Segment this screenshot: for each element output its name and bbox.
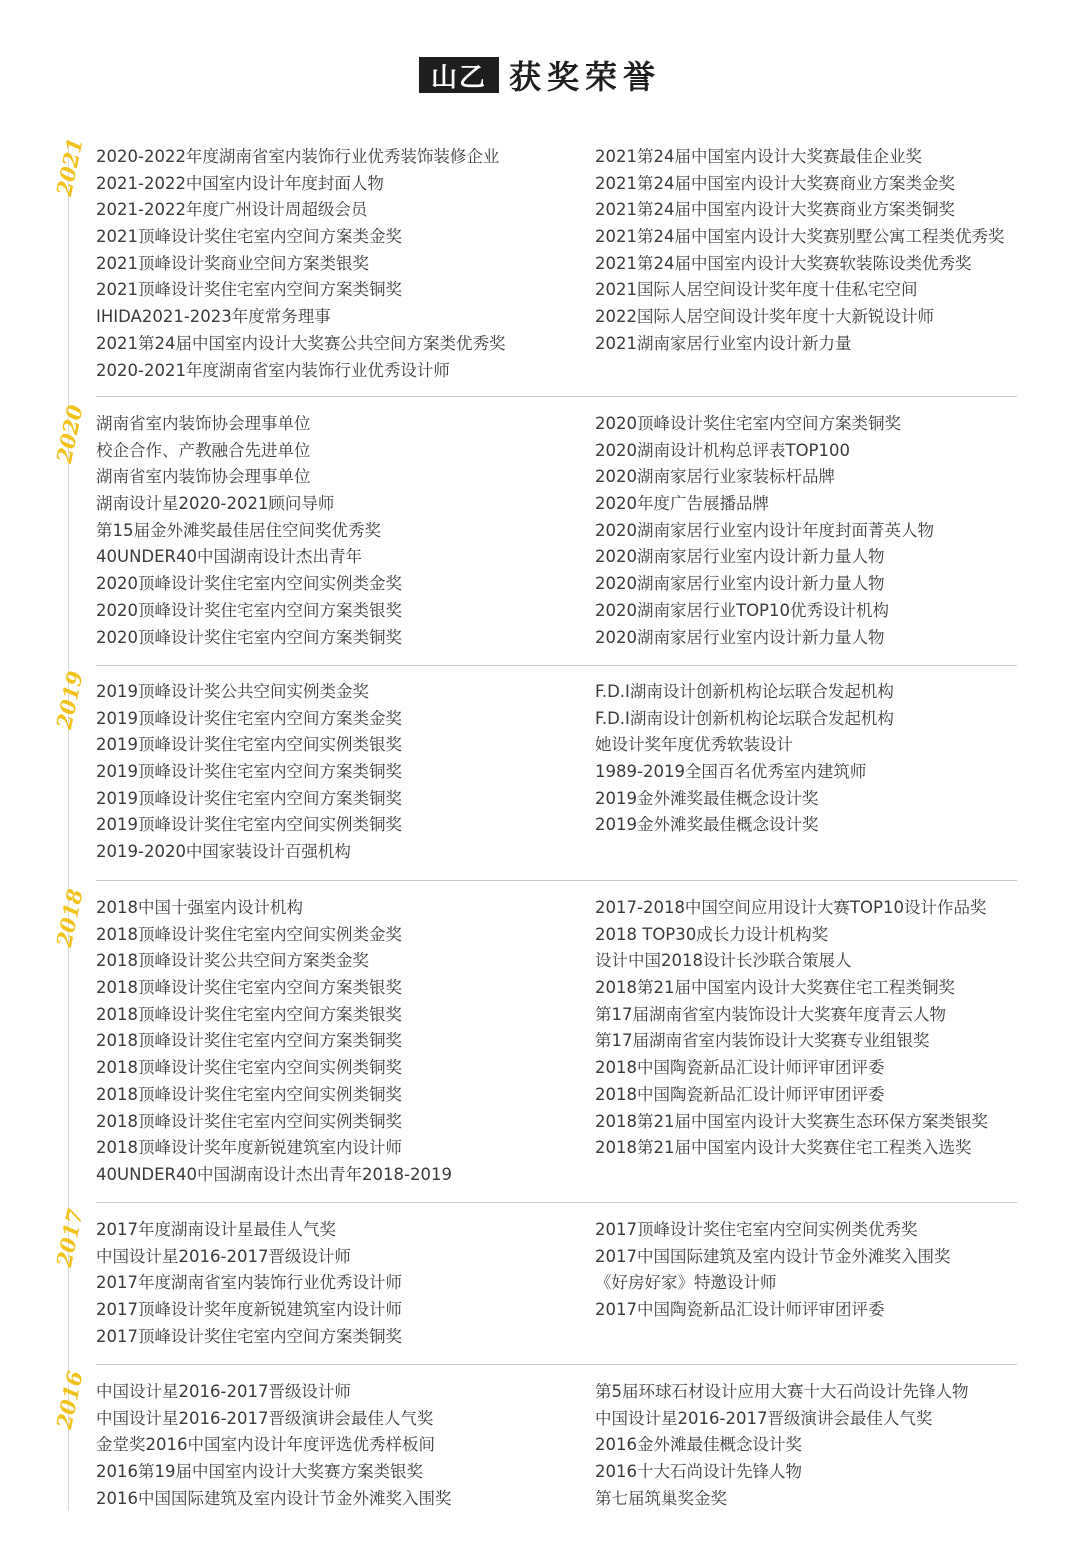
award-column-left [96,144,506,384]
award-item: 2017年度湖南设计星最佳人气奖 [96,1220,336,1239]
page-header [0,52,1080,98]
award-item: 2021第24届中国室内设计大奖赛别墅公寓工程类优秀奖 [595,227,1005,247]
award-item: 2021顶峰设计奖商业空间方案类银奖 [96,253,369,273]
award-item: 2021第24届中国室内设计大奖赛公共空间方案类优秀奖 [96,333,506,353]
award-item: 中国设计星2016-2017晋级演讲会最佳人气奖 [96,1408,434,1428]
year-label: 2021 [51,135,88,199]
year-label: 2016 [51,1368,88,1432]
award-item: 她设计奖年度优秀软装设计 [595,735,793,755]
award-item: F.D.I湖南设计创新机构论坛联合发起机构 [595,708,894,728]
section-divider [96,1202,1017,1203]
award-item: 2019-2020中国家装设计百强机构 [96,842,351,862]
award-column-left [96,679,402,866]
award-column-right [595,1379,969,1512]
award-item: 2018中国陶瓷新品汇设计师评审团评委 [595,1084,885,1104]
award-item: 2020-2021年度湖南省室内装饰行业优秀设计师 [96,360,450,380]
award-item: 2018第21届中国室内设计大奖赛住宅工程类入选奖 [595,1138,972,1158]
award-item: 2018顶峰设计奖住宅室内空间方案类铜奖 [96,1031,402,1051]
award-column-right [595,411,934,651]
award-item: 2020湖南家居行业TOP10优秀设计机构 [595,600,890,620]
award-item: 2021湖南家居行业室内设计新力量 [595,333,852,353]
award-item: 2018第21届中国室内设计大奖赛住宅工程类铜奖 [595,978,955,998]
award-item: 2020顶峰设计奖住宅室内空间方案类铜奖 [595,414,901,433]
award-item: 2018顶峰设计奖年度新锐建筑室内设计师 [96,1138,402,1158]
award-item: 第17届湖南省室内装饰设计大奖赛专业组银奖 [595,1031,930,1051]
award-item: 40UNDER40中国湖南设计杰出青年2018-2019 [96,1164,452,1184]
year-label: 2020 [51,402,88,466]
award-item: 2016十大石尚设计先锋人物 [595,1462,802,1482]
award-item: 40UNDER40中国湖南设计杰出青年 [96,547,363,567]
award-item: 2017顶峰设计奖年度新锐建筑室内设计师 [96,1300,402,1320]
award-item: 2020湖南家居行业室内设计年度封面菁英人物 [595,520,934,540]
brand-logo [419,57,499,93]
award-item: 湖南设计星2020-2021顾问导师 [96,494,335,514]
award-item: 2018中国十强室内设计机构 [96,898,303,917]
award-item: 2019顶峰设计奖公共空间实例类金奖 [96,682,369,701]
award-item: 2020-2022年度湖南省室内装饰行业优秀装饰装修企业 [96,147,500,166]
award-item: 2018顶峰设计奖住宅室内空间实例类铜奖 [96,1111,402,1131]
award-item: 2016中国国际建筑及室内设计节金外滩奖入围奖 [96,1488,452,1508]
award-item: 中国设计星2016-2017晋级演讲会最佳人气奖 [595,1408,933,1428]
award-item: 2018顶峰设计奖住宅室内空间方案类银奖 [96,1004,402,1024]
award-item: 《好房好家》特邀设计师 [595,1273,777,1293]
award-item: 2020湖南设计机构总评表TOP100 [595,440,851,460]
award-item: 2016第19届中国室内设计大奖赛方案类银奖 [96,1462,423,1482]
award-column-left [96,411,402,651]
award-item: 2020湖南家居行业室内设计新力量人物 [595,547,885,567]
award-item: 2021第24届中国室内设计大奖赛最佳企业奖 [595,147,922,166]
award-column-right [595,895,988,1162]
award-item: 2018顶峰设计奖住宅室内空间实例类金奖 [96,924,402,944]
award-item: 2021-2022中国室内设计年度封面人物 [96,173,384,193]
award-item: 2021第24届中国室内设计大奖赛软装陈设类优秀奖 [595,253,972,273]
award-item: 2016金外滩最佳概念设计奖 [595,1435,802,1455]
award-item: 2021顶峰设计奖住宅室内空间方案类金奖 [96,227,402,247]
award-column-left [96,1379,452,1512]
award-item: 2019金外滩奖最佳概念设计奖 [595,815,819,835]
award-item: 2020湖南家居行业室内设计新力量人物 [595,627,885,647]
award-item: 校企合作、产教融合先进单位 [96,440,311,460]
timeline-line [68,140,69,1510]
award-item: 2021-2022年度广州设计周超级会员 [96,200,368,220]
award-item: IHIDA2021-2023年度常务理事 [96,307,331,327]
section-divider [96,396,1017,397]
award-item: 2021第24届中国室内设计大奖赛商业方案类铜奖 [595,200,955,220]
award-item: 中国设计星2016-2017晋级设计师 [96,1246,351,1266]
award-column-right [595,1217,951,1324]
award-item: 2018顶峰设计奖公共空间方案类金奖 [96,951,369,971]
award-item: F.D.I湖南设计创新机构论坛联合发起机构 [595,682,894,701]
award-item: 湖南省室内装饰协会理事单位 [96,414,311,433]
award-item: 2018第21届中国室内设计大奖赛生态环保方案类银奖 [595,1111,988,1131]
award-item: 湖南省室内装饰协会理事单位 [96,467,311,487]
award-item: 2020顶峰设计奖住宅室内空间方案类银奖 [96,600,402,620]
award-item: 2022国际人居空间设计奖年度十大新锐设计师 [595,307,934,327]
award-item: 2020顶峰设计奖住宅室内空间方案类铜奖 [96,627,402,647]
award-item: 2019顶峰设计奖住宅室内空间方案类铜奖 [96,762,402,782]
award-column-right [595,679,894,839]
award-item: 设计中国2018设计长沙联合策展人 [595,951,852,971]
award-item: 2017顶峰设计奖住宅室内空间实例类优秀奖 [595,1220,918,1239]
award-item: 2020年度广告展播品牌 [595,494,769,514]
logo-text: 山乙 [430,62,487,93]
award-item: 第17届湖南省室内装饰设计大奖赛年度青云人物 [595,1004,946,1024]
award-column-right [595,144,1005,358]
award-item: 金堂奖2016中国室内设计年度评选优秀样板间 [96,1435,435,1455]
award-item: 1989-2019全国百名优秀室内建筑师 [595,762,867,782]
award-item: 2018 TOP30成长力设计机构奖 [595,924,829,944]
award-item: 2019顶峰设计奖住宅室内空间实例类铜奖 [96,815,402,835]
award-item: 2019顶峰设计奖住宅室内空间方案类铜奖 [96,788,402,808]
award-item: 2021国际人居空间设计奖年度十佳私宅空间 [595,280,918,300]
award-item: 2018顶峰设计奖住宅室内空间方案类银奖 [96,978,402,998]
award-item: 第5届环球石材设计应用大赛十大石尚设计先锋人物 [595,1382,969,1401]
award-item: 2018顶峰设计奖住宅室内空间实例类铜奖 [96,1084,402,1104]
award-item: 2021第24届中国室内设计大奖赛商业方案类金奖 [595,173,955,193]
section-divider [96,1364,1017,1365]
award-item: 2017年度湖南省室内装饰行业优秀设计师 [96,1273,402,1293]
award-item: 2019金外滩奖最佳概念设计奖 [595,788,819,808]
award-item: 2018中国陶瓷新品汇设计师评审团评委 [595,1058,885,1078]
award-item: 第七届筑巢奖金奖 [595,1488,727,1508]
award-item: 第15届金外滩奖最佳居住空间奖优秀奖 [96,520,381,540]
award-item: 2017中国陶瓷新品汇设计师评审团评委 [595,1300,885,1320]
year-label: 2019 [51,668,88,732]
award-item: 2020湖南家居行业家装标杆品牌 [595,467,835,487]
award-column-left [96,895,452,1189]
section-divider [96,880,1017,881]
award-column-left [96,1217,402,1350]
award-item: 2020顶峰设计奖住宅室内空间实例类金奖 [96,574,402,594]
page-title: 获奖荣誉 [508,58,661,96]
award-item: 中国设计星2016-2017晋级设计师 [96,1382,351,1401]
award-item: 2017中国国际建筑及室内设计节金外滩奖入围奖 [595,1246,951,1266]
year-label: 2018 [51,886,88,950]
award-item: 2019顶峰设计奖住宅室内空间实例类银奖 [96,735,402,755]
award-item: 2019顶峰设计奖住宅室内空间方案类金奖 [96,708,402,728]
award-item: 2017-2018中国空间应用设计大赛TOP10设计作品奖 [595,898,987,917]
award-item: 2018顶峰设计奖住宅室内空间实例类铜奖 [96,1058,402,1078]
section-divider [96,665,1017,666]
year-label: 2017 [51,1206,88,1270]
award-item: 2021顶峰设计奖住宅室内空间方案类铜奖 [96,280,402,300]
award-item: 2017顶峰设计奖住宅室内空间方案类铜奖 [96,1326,402,1346]
award-item: 2020湖南家居行业室内设计新力量人物 [595,574,885,594]
